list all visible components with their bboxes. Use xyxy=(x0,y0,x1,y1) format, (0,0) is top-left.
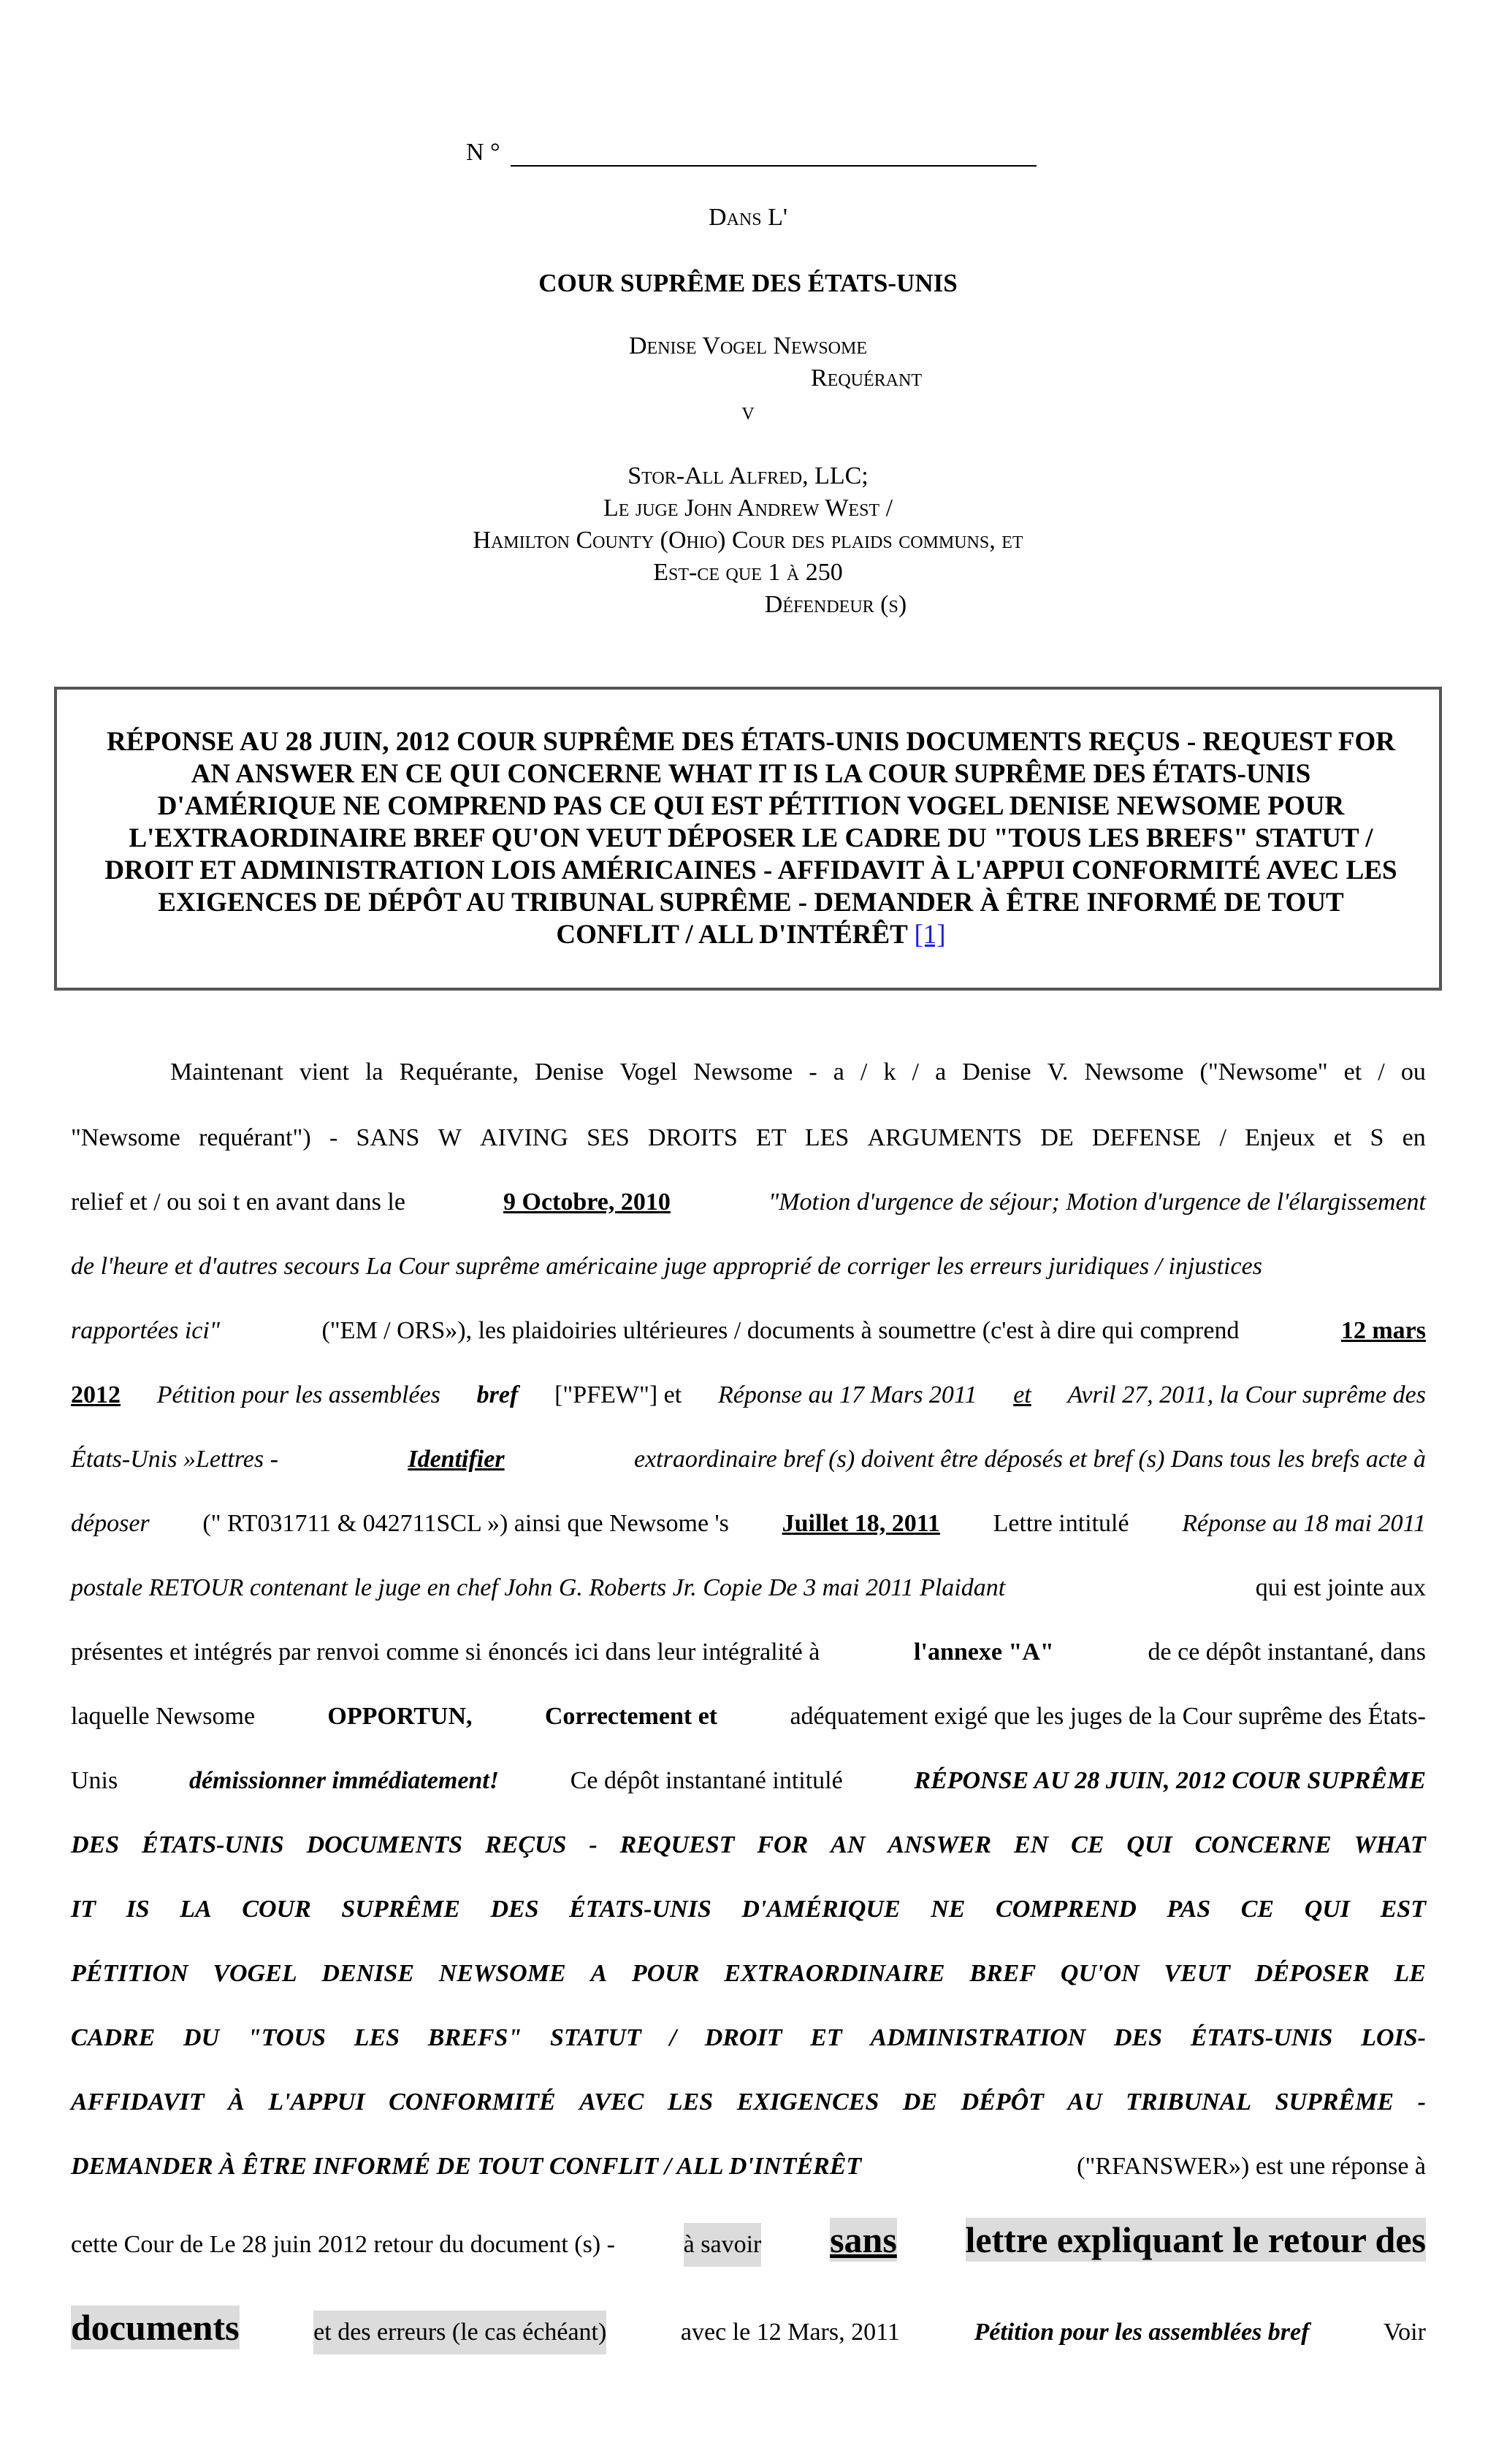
highlight-a-savoir: à savoir xyxy=(684,2223,762,2267)
word: / xyxy=(912,1059,919,1086)
word: D'AMÉRIQUE xyxy=(741,1896,901,1923)
word: Denise xyxy=(962,1059,1031,1086)
title-heading: RÉPONSE AU 28 JUIN, 2012 COUR SUPRÊME DES ÉTATS-UNIS DOCUMENTS REÇUS - REQUEST FOR AN ANSWER EN CE QUI CONCERNE WHAT IT IS LA COUR SUPRÊME DES ÉTATS-UNIS D'AMÉRIQUE NE COMPREND PAS CE QUI EST PÉTITION VOGEL DENISE NEWSOME POUR L'EXTRAORDINAIRE BREF QU'ON VEUT DÉPOSER LE CADRE DU "TOUS LES BREFS" STATUT / DROIT ET ADMINISTRATION LOIS AMÉRICAINES - AFFIDAVIT À L'APPUI CONFORMITÉ AVEC LES EXIGENCES DE DÉPÔT AU TRIBUNAL SUPRÊME - DEMANDER À ÊTRE INFORMÉ DE TOUT CONFLIT / ALL D'INTÉRÊT xyxy=(104,727,1397,950)
body-text: États-Unis »Lettres - xyxy=(71,1446,278,1473)
word: la xyxy=(365,1059,383,1086)
word: AN xyxy=(831,1831,866,1858)
word: FOR xyxy=(757,1831,809,1858)
word: a xyxy=(833,1059,844,1086)
body-line-6 xyxy=(71,1379,1426,1411)
word: LES xyxy=(804,1124,850,1151)
word: et xyxy=(1333,1124,1352,1151)
word: DÉPÔT xyxy=(961,2089,1044,2116)
body-line-16 xyxy=(71,2022,1426,2054)
word: WHAT xyxy=(1354,1831,1426,1858)
word: DEFENSE xyxy=(1091,1124,1202,1151)
word: BREF xyxy=(969,1960,1037,1987)
title-text xyxy=(101,726,1401,951)
date-oct-2010: 9 Octobre, 2010 xyxy=(503,1189,671,1216)
body-text: déposer xyxy=(71,1510,150,1537)
word: / xyxy=(1219,1124,1226,1151)
word: CADRE xyxy=(71,2024,156,2051)
body-line-9 xyxy=(71,1572,1426,1604)
word: VOGEL xyxy=(213,1960,297,1987)
docket-number-blank xyxy=(511,143,1037,167)
body-text: ("EM / ORS»), les plaidoiries ultérieures / documents à soumettre (c'est à dire qui comprend xyxy=(321,1317,1240,1344)
word: IT xyxy=(71,1896,96,1923)
word: SUPRÊME xyxy=(1275,2089,1394,2116)
word: AFFIDAVIT xyxy=(71,2089,205,2116)
petition-title-2: Pétition pour les assemblées bref xyxy=(974,2319,1310,2346)
word: DU xyxy=(183,2024,220,2051)
word: EN xyxy=(1013,1831,1049,1858)
word: Requérante, xyxy=(399,1059,519,1086)
word: NE xyxy=(931,1896,966,1923)
body-line-17 xyxy=(71,2086,1426,2118)
body-text: extraordinaire bref (s) doivent être déposés et bref (s) Dans tous les brefs acte à xyxy=(633,1446,1426,1473)
word: Vogel xyxy=(619,1059,678,1086)
body-line-7 xyxy=(71,1443,1426,1476)
word: À xyxy=(228,2089,245,2116)
letter-title-cont: postale RETOUR contenant le juge en chef John G. Roberts Jr. Copie De 3 mai 2011 Plaidant xyxy=(71,1574,1006,1601)
body-text: relief et / ou soi t en avant dans le xyxy=(71,1189,405,1216)
caption-dans: Dans L' xyxy=(709,204,787,231)
word: TRIBUNAL xyxy=(1126,2089,1252,2116)
word: QU'ON xyxy=(1060,1960,1140,1987)
word: / xyxy=(669,2024,676,2051)
annexe-reference: l'annexe "A" xyxy=(914,1639,1054,1666)
word: AIVING xyxy=(480,1124,568,1151)
word: ÉTATS-UNIS xyxy=(142,1831,284,1858)
et-underlined: et xyxy=(1013,1381,1031,1408)
highlight-erreurs: et des erreurs (le cas échéant) xyxy=(313,2311,606,2354)
word: - xyxy=(589,1831,598,1858)
word: DENISE xyxy=(321,1960,414,1987)
word: LA xyxy=(180,1896,212,1923)
petitioner-role: Requérant xyxy=(811,365,922,392)
body-line-15 xyxy=(71,1958,1426,1990)
word: EST xyxy=(1380,1896,1426,1923)
word: DE xyxy=(902,2089,938,2116)
body-text: Ce dépôt instantané intitulé xyxy=(570,1767,843,1794)
word: DES xyxy=(71,1831,120,1858)
body-line-18 xyxy=(71,2151,1426,2183)
body-text: ["PFEW"] et xyxy=(554,1381,682,1408)
word: ET xyxy=(810,2024,842,2051)
word: Enjeux xyxy=(1245,1124,1316,1151)
word: CE xyxy=(1240,1896,1275,1923)
word: QUI xyxy=(1126,1831,1172,1858)
word: LES xyxy=(354,2024,400,2051)
highlight-lettre: lettre expliquant le retour des xyxy=(965,2219,1426,2260)
body-line-3 xyxy=(71,1186,1426,1218)
response-title: Réponse au 17 Mars 2011 xyxy=(717,1381,977,1408)
court-name: COUR SUPRÊME DES ÉTATS-UNIS xyxy=(538,269,958,297)
word: / xyxy=(1378,1059,1385,1086)
body-text: ("RFANSWER») est une réponse à xyxy=(1077,2153,1426,2180)
letter-title: Réponse au 18 mai 2011 xyxy=(1182,1510,1426,1537)
body-line-20 xyxy=(71,2305,1426,2354)
body-text: avec le 12 Mars, 2011 xyxy=(680,2319,900,2346)
word: ou xyxy=(1400,1059,1426,1086)
defendant-line-2: Le juge John Andrew West / xyxy=(603,495,893,522)
correctement-emphasis: Correctement et xyxy=(544,1703,718,1730)
word: a xyxy=(935,1059,947,1086)
word: CONCERNE xyxy=(1194,1831,1332,1858)
word: STATUT xyxy=(550,2024,641,2051)
docket-number-label: N ° xyxy=(466,139,500,166)
motion-title: "Motion d'urgence de séjour; Motion d'urgence de l'élargissement xyxy=(768,1189,1426,1216)
word: - xyxy=(329,1124,338,1151)
word: et xyxy=(1343,1059,1362,1086)
word: ÉTATS-UNIS xyxy=(1190,2024,1333,2051)
body-text: Voir xyxy=(1384,2319,1426,2346)
versus: v xyxy=(741,398,755,425)
filing-title-end: DEMANDER À ÊTRE INFORMÉ DE TOUT CONFLIT / ALL D'INTÉRÊT xyxy=(71,2153,862,2180)
word: Newsome xyxy=(1084,1059,1184,1086)
body-text: (" RT031711 & 042711SCL ») ainsi que Newsome 's xyxy=(202,1510,729,1537)
word: VEUT xyxy=(1164,1960,1231,1987)
word: COUR xyxy=(242,1896,311,1923)
word: AVEC xyxy=(579,2089,644,2116)
year-2012: 2012 xyxy=(71,1381,121,1408)
word: ADMINISTRATION xyxy=(870,2024,1086,2051)
title-box xyxy=(54,687,1442,991)
word: PAS xyxy=(1167,1896,1211,1923)
word: Maintenant xyxy=(170,1059,283,1086)
word: V. xyxy=(1047,1059,1069,1086)
word: PÉTITION xyxy=(71,1960,188,1987)
word: IS xyxy=(126,1896,150,1923)
body-line-5 xyxy=(71,1315,1426,1347)
word: "TOUS xyxy=(247,2024,326,2051)
body-text: Lettre intitulé xyxy=(993,1510,1129,1537)
word: LE xyxy=(1394,1960,1426,1987)
body-line-4 xyxy=(71,1251,1426,1283)
date-july-2011: Juillet 18, 2011 xyxy=(782,1510,940,1537)
word: EXTRAORDINAIRE xyxy=(724,1960,945,1987)
word: Newsome xyxy=(693,1059,793,1086)
response-title-cont: Avril 27, 2011, la Cour suprême des xyxy=(1067,1381,1426,1408)
word: k xyxy=(883,1059,896,1086)
body-line-11 xyxy=(71,1701,1426,1733)
word: ARGUMENTS xyxy=(867,1124,1023,1151)
word: BREFS" xyxy=(427,2024,522,2051)
word: Denise xyxy=(535,1059,604,1086)
word: DES xyxy=(490,1896,539,1923)
body-text: cette Cour de Le 28 juin 2012 retour du document (s) - xyxy=(71,2231,615,2258)
bref-emphasis: bref xyxy=(476,1381,519,1408)
word: LES xyxy=(667,2089,714,2116)
word: S xyxy=(1370,1124,1384,1151)
word: DÉPOSER xyxy=(1254,1960,1370,1987)
body-text: Unis xyxy=(71,1767,118,1794)
word: ANSWER xyxy=(888,1831,992,1858)
word: QUI xyxy=(1304,1896,1351,1923)
word: requérant") xyxy=(199,1124,311,1151)
word: SUPRÊME xyxy=(341,1896,460,1923)
word: ÉTATS-UNIS xyxy=(569,1896,711,1923)
filing-title: RÉPONSE AU 28 JUIN, 2012 COUR SUPRÊME xyxy=(914,1767,1426,1794)
word: POUR xyxy=(631,1960,700,1987)
word: REQUEST xyxy=(619,1831,735,1858)
word: ET xyxy=(756,1124,787,1151)
word: ("Newsome" xyxy=(1199,1059,1328,1086)
word: CONFORMITÉ xyxy=(389,2089,556,2116)
word: DOCUMENTS xyxy=(306,1831,463,1858)
word: - xyxy=(1417,2089,1426,2116)
word: / xyxy=(860,1059,868,1086)
word: EXIGENCES xyxy=(736,2089,879,2116)
highlight-documents: documents xyxy=(71,2307,240,2348)
word: W xyxy=(438,1124,462,1151)
word: DROIT xyxy=(704,2024,782,2051)
word: L'APPUI xyxy=(268,2089,365,2116)
body-line-14 xyxy=(71,1893,1426,1926)
body-text: laquelle Newsome xyxy=(71,1703,256,1730)
word: DES xyxy=(1113,2024,1163,2051)
word: REÇUS xyxy=(484,1831,567,1858)
body-line-10 xyxy=(71,1636,1426,1668)
word: DE xyxy=(1040,1124,1074,1151)
defendant-line-4: Est-ce que 1 à 250 xyxy=(653,559,843,586)
identifier-emphasis: Identifier xyxy=(408,1446,505,1473)
defendant-role: Défendeur (s) xyxy=(764,591,907,618)
word: SANS xyxy=(356,1124,420,1151)
body-line-13 xyxy=(71,1829,1426,1861)
word: "Newsome xyxy=(71,1124,180,1151)
body-text: présentes et intégrés par renvoi comme si énoncés ici dans leur intégralité à xyxy=(71,1639,820,1666)
docket-number-line xyxy=(466,139,1037,167)
word: CE xyxy=(1071,1831,1104,1858)
body-line-12 xyxy=(71,1765,1426,1797)
petition-title: Pétition pour les assemblées xyxy=(156,1381,440,1408)
petitioner-name: Denise Vogel Newsome xyxy=(628,332,867,359)
word: DROITS xyxy=(648,1124,738,1151)
word: en xyxy=(1402,1124,1426,1151)
word: A xyxy=(590,1960,608,1987)
defendant-line-1: Stor-All Alfred, LLC; xyxy=(627,462,869,489)
body-text: rapportées ici" xyxy=(71,1317,221,1344)
body-text: qui est jointe aux xyxy=(1255,1574,1426,1601)
body-line-19 xyxy=(71,2218,1426,2267)
opportun-emphasis: OPPORTUN, xyxy=(327,1703,473,1730)
body-text: adéquatement exigé que les juges de la Cour suprême des États- xyxy=(790,1703,1426,1730)
resign-emphasis: démissionner immédiatement! xyxy=(188,1767,500,1794)
body-text: de ce dépôt instantané, dans xyxy=(1148,1639,1426,1666)
word: COMPREND xyxy=(996,1896,1137,1923)
word: NEWSOME xyxy=(438,1960,566,1987)
word: - xyxy=(809,1059,817,1086)
word: LOIS- xyxy=(1361,2024,1426,2051)
word: SES xyxy=(587,1124,630,1151)
highlight-sans: sans xyxy=(830,2219,897,2260)
word: vient xyxy=(299,1059,349,1086)
body-text: de l'heure et d'autres secours La Cour suprême américaine juge approprié de corriger les erreurs juridiques / injustices xyxy=(71,1253,1262,1280)
word: AU xyxy=(1067,2089,1102,2116)
defendant-line-3: Hamilton County (Ohio) Cour des plaids communs, et xyxy=(473,527,1023,554)
footnote-link[interactable]: [1] xyxy=(914,920,946,950)
body-line-8 xyxy=(71,1508,1426,1540)
date-march-2012: 12 mars xyxy=(1340,1317,1426,1344)
body-line-1 xyxy=(170,1056,1426,1088)
body-line-2 xyxy=(71,1122,1426,1154)
